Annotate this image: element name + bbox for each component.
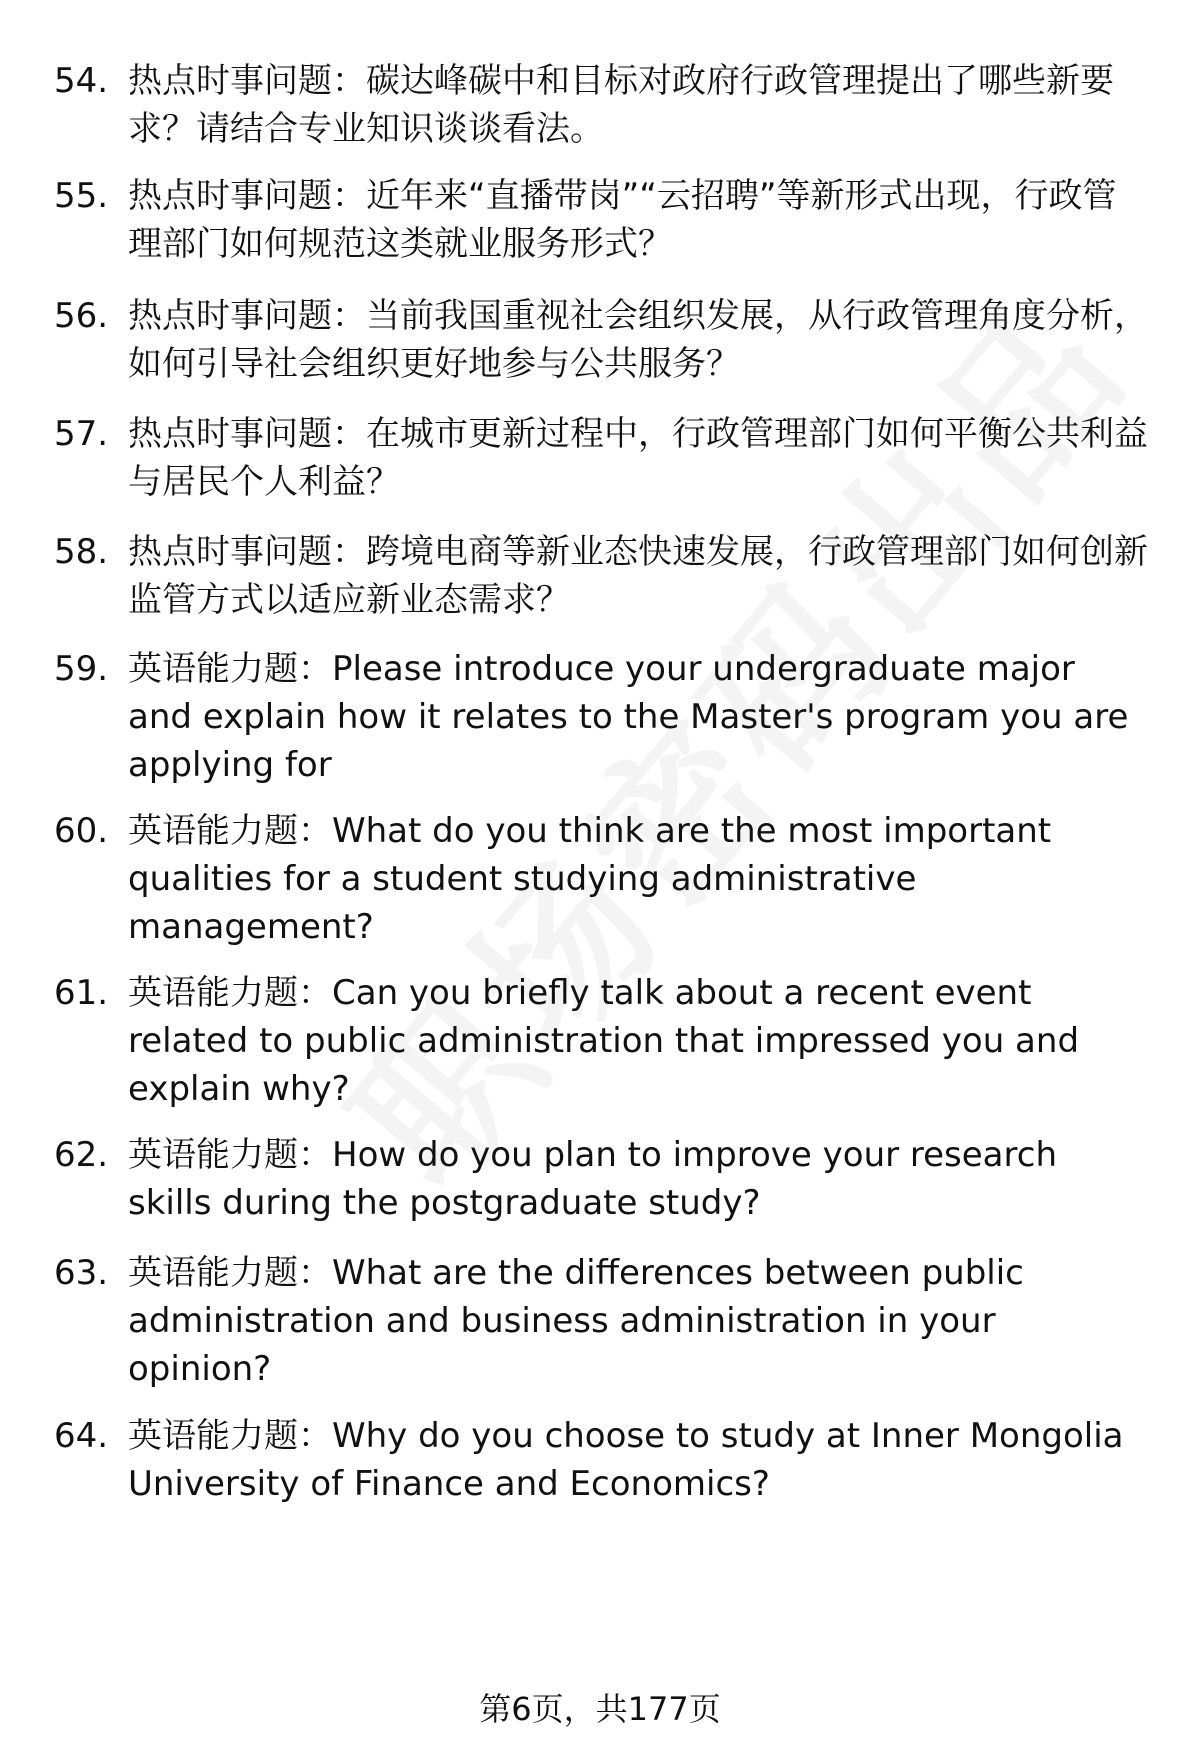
question-number: 55.	[54, 176, 109, 216]
question-text: 当前我国重视社会组织发展，从行政管理角度分析，如何引导社会组织更好地参与公共服务？	[128, 296, 1148, 384]
question-text: Can you briefly talk about a recent event related to public administration that impressed you and explain why?	[128, 973, 1080, 1109]
question-body	[128, 645, 1148, 789]
question-body	[128, 1249, 1148, 1393]
question-category: 热点时事问题：	[128, 414, 366, 454]
question-number: 56.	[54, 296, 109, 336]
question-number: 64.	[54, 1416, 109, 1456]
question-number: 59.	[54, 649, 109, 689]
question-text: 在城市更新过程中，行政管理部门如何平衡公共利益与居民个人利益？	[128, 414, 1148, 502]
question-category: 热点时事问题：	[128, 176, 366, 216]
question-text: Why do you choose to study at Inner Mongolia University of Finance and Economics?	[128, 1416, 1124, 1504]
question-text: What do you think are the most important qualities for a student studying administrative management?	[128, 811, 1052, 947]
question-body	[128, 292, 1148, 388]
question-number: 61.	[54, 973, 109, 1013]
question-number: 57.	[54, 414, 109, 454]
question-number: 63.	[54, 1253, 109, 1293]
question-category: 英语能力题：	[128, 649, 332, 689]
question-text: 跨境电商等新业态快速发展，行政管理部门如何创新监管方式以适应新业态需求？	[128, 532, 1148, 620]
question-category: 热点时事问题：	[128, 61, 366, 101]
question-number: 58.	[54, 532, 109, 572]
question-number: 54.	[54, 61, 109, 101]
question-category: 热点时事问题：	[128, 296, 366, 336]
question-number: 62.	[54, 1135, 109, 1175]
question-body	[128, 1131, 1148, 1227]
question-text: How do you plan to improve your research skills during the postgraduate study?	[128, 1135, 1057, 1223]
question-body	[128, 57, 1148, 153]
question-text: 碳达峰碳中和目标对政府行政管理提出了哪些新要求？请结合专业知识谈谈看法。	[128, 61, 1114, 149]
page-footer: 第6页，共177页	[479, 1690, 721, 1728]
question-body	[128, 528, 1148, 624]
question-number: 60.	[54, 811, 109, 851]
question-category: 热点时事问题：	[128, 532, 366, 572]
question-body	[128, 807, 1148, 951]
question-text: What are the differences between public administration and business administration in your opinion?	[128, 1253, 1024, 1389]
question-category: 英语能力题：	[128, 1253, 332, 1293]
question-category: 英语能力题：	[128, 1416, 332, 1456]
question-category: 英语能力题：	[128, 1135, 332, 1175]
question-body	[128, 172, 1148, 268]
question-category: 英语能力题：	[128, 973, 332, 1013]
question-text: 近年来“直播带岗”“云招聘”等新形式出现，行政管理部门如何规范这类就业服务形式？	[128, 176, 1117, 264]
question-category: 英语能力题：	[128, 811, 332, 851]
question-body	[128, 969, 1148, 1113]
question-text: Please introduce your undergraduate major and explain how it relates to the Master's program you are applying for	[128, 649, 1129, 785]
question-body	[128, 410, 1148, 506]
question-body	[128, 1412, 1148, 1508]
